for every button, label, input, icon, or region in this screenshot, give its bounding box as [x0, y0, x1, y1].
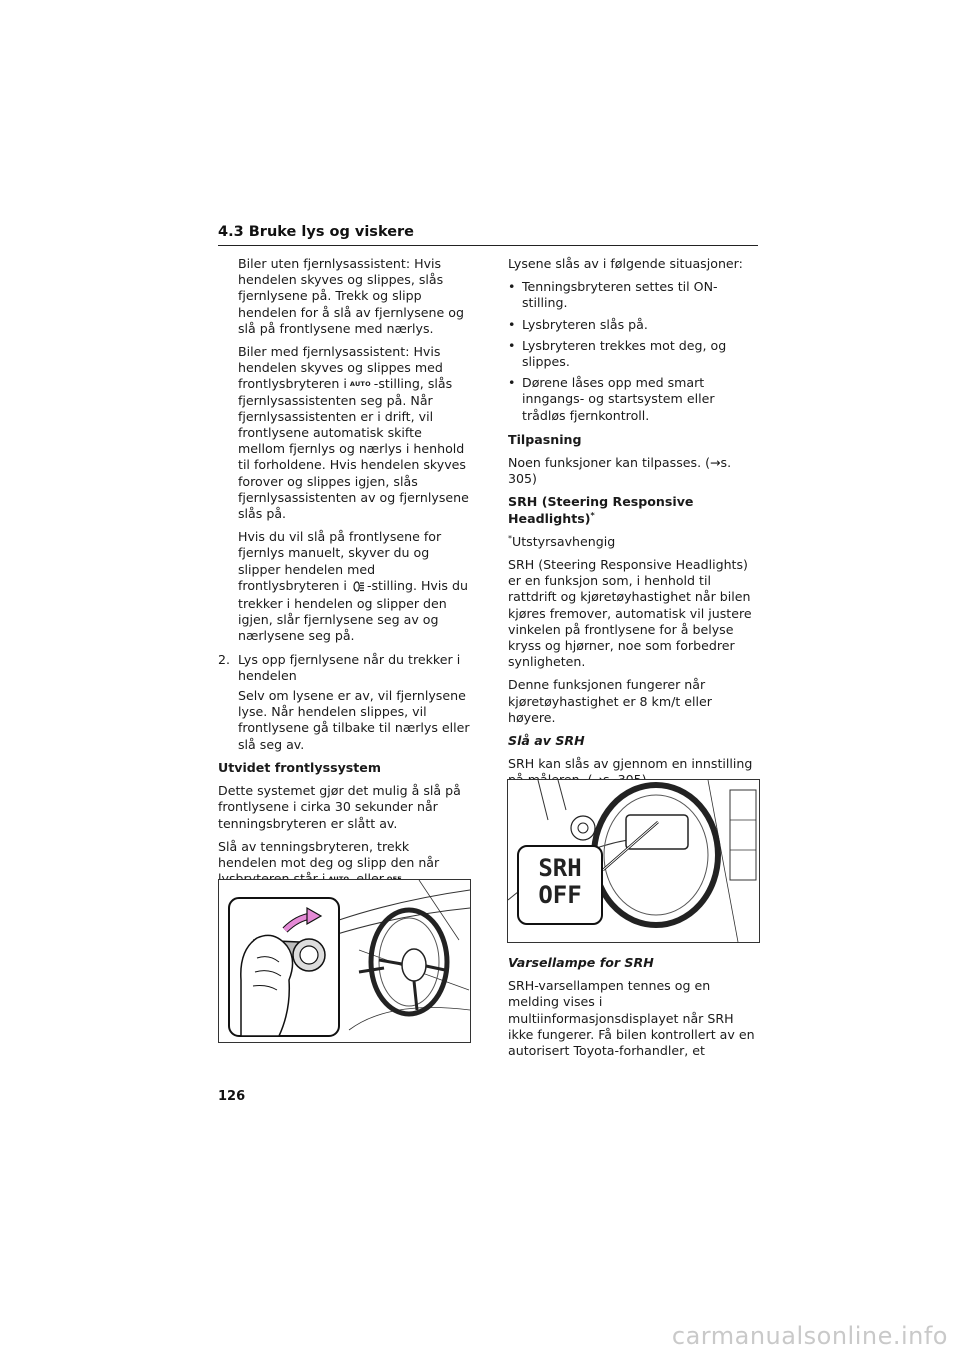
text-segment: Utstyrsavhengig — [512, 533, 616, 549]
text-segment: -stilling. Hvis du trekker i hendelen og slipper den igjen, slår fjernlysene seg av og nærlysene seg på. — [238, 577, 468, 644]
list-item — [508, 375, 760, 424]
paragraph-customization: Noen funksjoner kan tilpasses. (→s. 305) — [508, 455, 732, 487]
paragraph-item2-desc: Selv om lysene er av, vil fjernlysene lyse. Når hendelen slippes, vil frontlysene gå tilbake til nærlys eller slå seg av. — [238, 688, 470, 752]
watermark: carmanualsonline.info — [671, 1322, 948, 1350]
bullet-icon: • — [508, 375, 516, 391]
footnote — [508, 534, 760, 550]
heading-srh — [508, 494, 760, 526]
bullet-icon: • — [508, 316, 516, 332]
heading-turn-off-srh: Slå av SRH — [508, 733, 585, 749]
left-column — [218, 256, 470, 894]
list-item-text: Tenningsbryteren settes til ON-stilling. — [522, 279, 718, 311]
text-segment: Hvis du vil slå på frontlysene for fjernlys manuelt, skyver du og slipper hendelen med frontlysbryteren i — [238, 529, 442, 593]
paragraph-high-beam-assist — [238, 344, 470, 522]
srh-indicator-off-label: OFF — [538, 881, 582, 909]
list-item — [508, 338, 760, 370]
srh-off-illustration — [507, 779, 760, 943]
paragraph-srh-description: SRH (Steering Responsive Headlights) er en funksjon som, i henhold til rattdrift og kjøretøyhastighet når bilen kjøres fremover, automatisk vil justere vinkelen på frontlysene for å belyse kryss og hjørner, noe som forbedrer synligheten. — [508, 557, 752, 670]
headlight-symbol-icon — [351, 580, 367, 596]
list-item-text: Lysbryteren trekkes mot deg, og slippes. — [522, 337, 727, 370]
list-item-text: Lysbryteren slås på. — [522, 316, 648, 332]
paragraph-no-high-beam-assist: Biler uten fjernlysassistent: Hvis hendelen skyves og slippes, slås fjernlysene på. Trekk og slipp hendelen for å slå av fjernlysene og slå på frontlysene med nærlys. — [238, 256, 464, 336]
auto-symbol-icon: AUTO — [349, 380, 371, 389]
footnote-marker: * — [590, 510, 595, 520]
list-item — [508, 279, 760, 311]
paragraph-srh-speed: Denne funksjonen fungerer når kjøretøyhastighet er 8 km/t eller høyere. — [508, 677, 712, 725]
text-segment: Slå av tenningsbryteren, trekk hendelen mot deg og slipp den når — [218, 838, 440, 870]
bullet-icon: • — [508, 279, 516, 295]
text-segment: SRH (Steering Responsive Headlights) — [508, 494, 694, 526]
list-item-text: Dørene låses opp med smart inngangs- og startsystem eller trådløs fjernkontroll. — [522, 375, 715, 423]
section-header: 4.3 Bruke lys og viskere — [218, 224, 758, 246]
right-column-continued — [508, 955, 760, 1066]
paragraph-manual-high-beam — [238, 529, 470, 644]
heading-extended-headlight: Utvidet frontlyssystem — [218, 759, 381, 775]
paragraph-extended-1: Dette systemet gjør det mulig å slå på frontlysene i cirka 30 sekunder når tenningsbryteren er slått av. — [218, 783, 461, 831]
item-number: 2. — [218, 651, 231, 667]
paragraph-turn-off-srh-1: SRH kan slås av gjennom en innstilling — [508, 756, 753, 772]
srh-indicator-label: SRH — [538, 854, 582, 882]
paragraph-srh-warning: SRH-varsellampen tennes og en melding vises i multiinformasjonsdisplayet når SRH ikke fungerer. Få bilen kontrollert av en autorisert Toyota-forhandler, et — [508, 978, 755, 1059]
heading-customization: Tilpasning — [508, 431, 582, 447]
paragraph-lights-off-intro: Lysene slås av i følgende situasjoner: — [508, 256, 743, 271]
page-number: 126 — [218, 1089, 246, 1104]
right-column — [508, 256, 760, 835]
text-segment: -stilling, slås fjernlysassistenten seg på. Når fjernlysassistenten er i drift, vil frontlysene automatisk skifte mellom fjernlys og nærlys i henhold til forholdene. Hvis hendelen skyves forover og slippes igjen, slås fjernlysassistenten av og fjernlysene slås på. — [238, 376, 469, 522]
list-item — [508, 317, 760, 333]
numbered-item-2 — [218, 652, 470, 684]
text-segment: Biler med fjernlysassistent: Hvis hendelen skyves og slippes med frontlysbryteren i — [238, 344, 443, 392]
lever-illustration — [218, 879, 471, 1043]
footnote-marker: * — [508, 533, 512, 543]
heading-srh-warning: Varsellampe for SRH — [508, 955, 654, 970]
bullet-icon: • — [508, 337, 516, 353]
item-text: Lys opp fjernlysene når du trekker i hendelen — [238, 651, 461, 683]
